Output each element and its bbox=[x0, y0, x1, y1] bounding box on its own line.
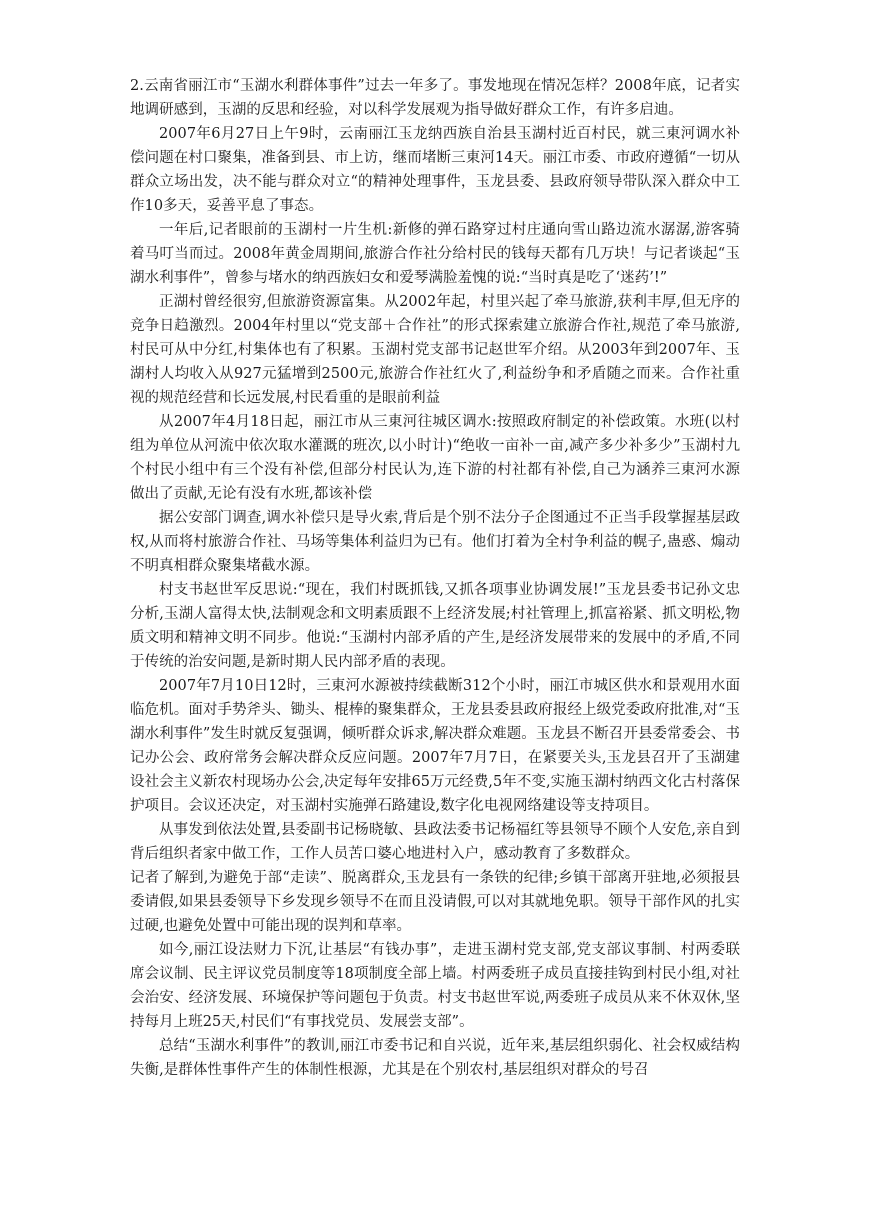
paragraph-discipline: 记者了解到,为避免于部“走读”、脱离群众,玉龙县有一条铁的纪律;乡镇干部离开驻地,必须报县委请假,如果县委领导下乡发现乡领导不在而且没请假,可以对其就地免职。领导干部作风的扎实过硬,也避免处置中可能出现的误判和草率。 bbox=[130, 870, 740, 934]
paragraph-response: 2007年7月10日12时，三東河水源被持续截断312个小时，丽江市城区供水和景观用水面临危机。面对手势斧头、锄头、棍棒的聚集群众，王龙县委县政府报经上级党委政府批准,对“玉湖水利事件”发生时就反复强调，倾听群众诉求,解决群众难题。玉龙县不断召开县委常委会、书记办公会、政府常务会解决群众反应问题。2007年7月7日，在紧要关头,玉龙县召开了玉湖建设社会主义新农村现场办公会,决定每年安排65万元经费,5年不变,实施玉湖村纳西文化古村落保护项目。会议还决定，对玉湖村实施弹石路建设,数字化电视网络建设等支持项目。 bbox=[130, 678, 740, 814]
paragraph-summary: 总结“玉湖水利事件”的教训,丽江市委书记和自兴说，近年来,基层组织弱化、社会权威结构失衡,是群体性事件产生的体制性根源，尤其是在个别农村,基层组织对群众的号召 bbox=[130, 1038, 740, 1078]
paragraph-police-investigation: 据公安部门调查,调水补偿只是导火索,背后是个别不法分子企图通过不正当手段掌握基层政权,从而将村旅游合作社、马场等集体利益归为已有。他们打着为全村争利益的幌子,蛊惑、煽动不明真相群众聚集堵截水源。 bbox=[130, 510, 740, 574]
paragraph-one-year-later: 一年后,记者眼前的玉湖村一片生机:新修的弹石路穿过村庄通向雪山路边流水潺潺,游客骑着马叮当而过。2008年黄金周期间,旅游合作社分给村民的钱每天都有几万块！与记者谈起“玉湖水利事件”，曾参与堵水的纳西族妇女和爱琴满脸羞愧的说:“当时真是吃了‘迷药’!” bbox=[130, 222, 740, 286]
paragraph-leaders: 从事发到依法处置,县委副书记杨晓敏、县政法委书记杨福红等县领导不顾个人安危,亲自到背后组织者家中做工作，工作人员苦口婆心地进村入户，感动教育了多数群众。 bbox=[130, 822, 740, 862]
paragraph-incident: 2007年6月27日上午9时，云南丽江玉龙纳西族自治县玉湖村近百村民，就三東河调水补偿问题在村口聚集，准备到县、市上访，继而堵断三東河14天。丽江市委、市政府遵循“一切从群众立场出发，决不能与群众对立“的精神处理事件，玉龙县委、县政府领导带队深入群众中工作10多天，妥善平息了事态。 bbox=[130, 126, 740, 214]
article-body bbox=[130, 74, 740, 1082]
paragraph-reflection: 村支书赵世军反思说:“现在，我们村既抓钱,又抓各项事业协调发展!”玉龙县委书记孙文忠分析,玉湖人富得太快,法制观念和文明素质跟不上经济发展;村社管理上,抓富裕紧、抓文明松,物质文明和精神文明不同步。他说:“玉湖村内部矛盾的产生,是经济发展带来的发展中的矛盾,不同于传统的治安问题,是新时期人民内部矛盾的表现。 bbox=[130, 582, 740, 670]
paragraph-intro: 2.云南省丽江市“玉湖水利群体事件”过去一年多了。事发地现在情况怎样？2008年底，记者实地调研感到，玉湖的反思和经验，对以科学发展观为指导做好群众工作，有许多启迪。 bbox=[130, 78, 740, 118]
paragraph-tourism: 正湖村曾经很穷,但旅游资源富集。从2002年起，村里兴起了牵马旅游,获利丰厚,但无序的竞争日趋激烈。2004年村里以“党支部＋合作社”的形式探索建立旅游合作社,规范了牵马旅游,村民可从中分红,村集体也有了积累。玉湖村党支部书记赵世军介绍。从2003年到2007年、玉湖村人均收入从927元猛增到2500元,旅游合作社红火了,利益纷争和矛盾随之而来。合作社重视的规范经营和长远发展,村民看重的是眼前利益 bbox=[130, 294, 740, 406]
paragraph-water-compensation: 从2007年4月18日起，丽江市从三東河往城区调水:按照政府制定的补偿政策。水班(以村组为单位从河流中依次取水灌溉的班次,以小时计)“绝收一亩补一亩,减产多少补多少”玉湖村九个村民小组中有三个没有补偿,但部分村民认为,连下游的村社都有补偿,自己为涵养三東河水源做出了贡献,无论有没有水班,都该补偿 bbox=[130, 414, 740, 502]
paragraph-grassroots: 如今,丽江设法财力下沉,让基层“有钱办事”，走进玉湖村党支部,党支部议事制、村两委联席会议制、民主评议党员制度等18项制度全部上墙。村两委班子成员直接挂钩到村民小组,对社会治安、经济发展、环境保护等问题包于负责。村支书赵世军说,两委班子成员从来不休双休,坚持每月上班25天,村民们“有事找党员、发展尝支部”。 bbox=[130, 942, 740, 1030]
